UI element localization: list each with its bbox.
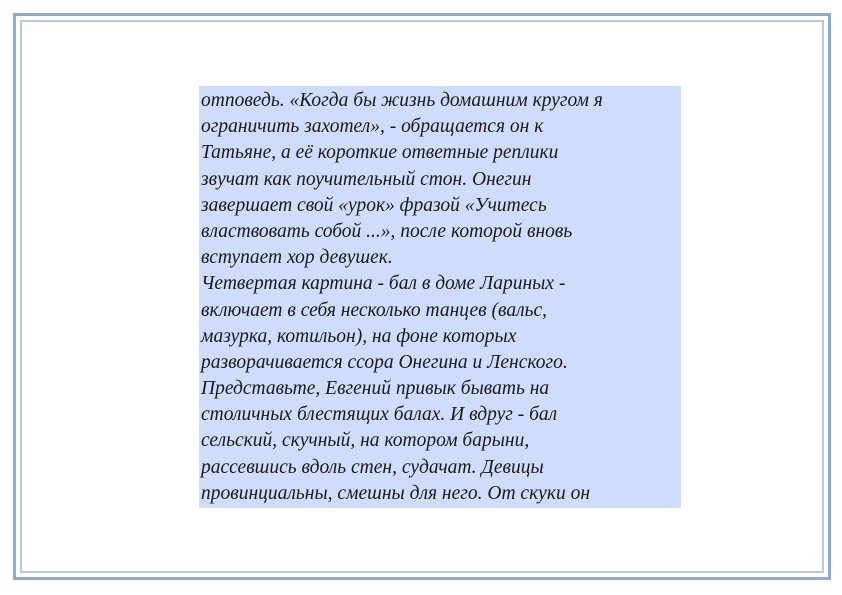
text-line: вступает хор девушек. (201, 247, 393, 269)
text-line: провинциальны, смешны для него. От скуки он (201, 482, 591, 504)
text-line: отповедь. «Когда бы жизнь домашним кругом я (201, 90, 603, 111)
text-line: столичных блестящих балах. И вдруг - бал (201, 404, 558, 426)
text-line: завершает свой «урок» фразой «Учитесь (201, 194, 547, 216)
text-line: рассевшись вдоль стен, судачат. Девицы (201, 456, 544, 478)
text-line: включает в себя несколько танцев (вальс, (201, 299, 547, 321)
text-line: Татьяне, а её короткие ответные реплики (201, 142, 559, 164)
text-line: ограничить захотел», - обращается он к (201, 116, 544, 138)
text-line: Четвертая картина - бал в доме Лариных - (201, 273, 566, 295)
text-line: Представьте, Евгений привык бывать на (201, 378, 550, 400)
text-line: властвовать собой ...», после которой вновь (201, 220, 573, 242)
text-line: разворачивается ссора Онегина и Ленского. (201, 351, 568, 373)
text-line: звучат как поучительный стон. Онегин (201, 168, 532, 190)
text-line: сельский, скучный, на котором барыни, (201, 430, 530, 452)
text-block (199, 86, 681, 508)
text-line: мазурка, котильон), на фоне которых (201, 325, 517, 347)
